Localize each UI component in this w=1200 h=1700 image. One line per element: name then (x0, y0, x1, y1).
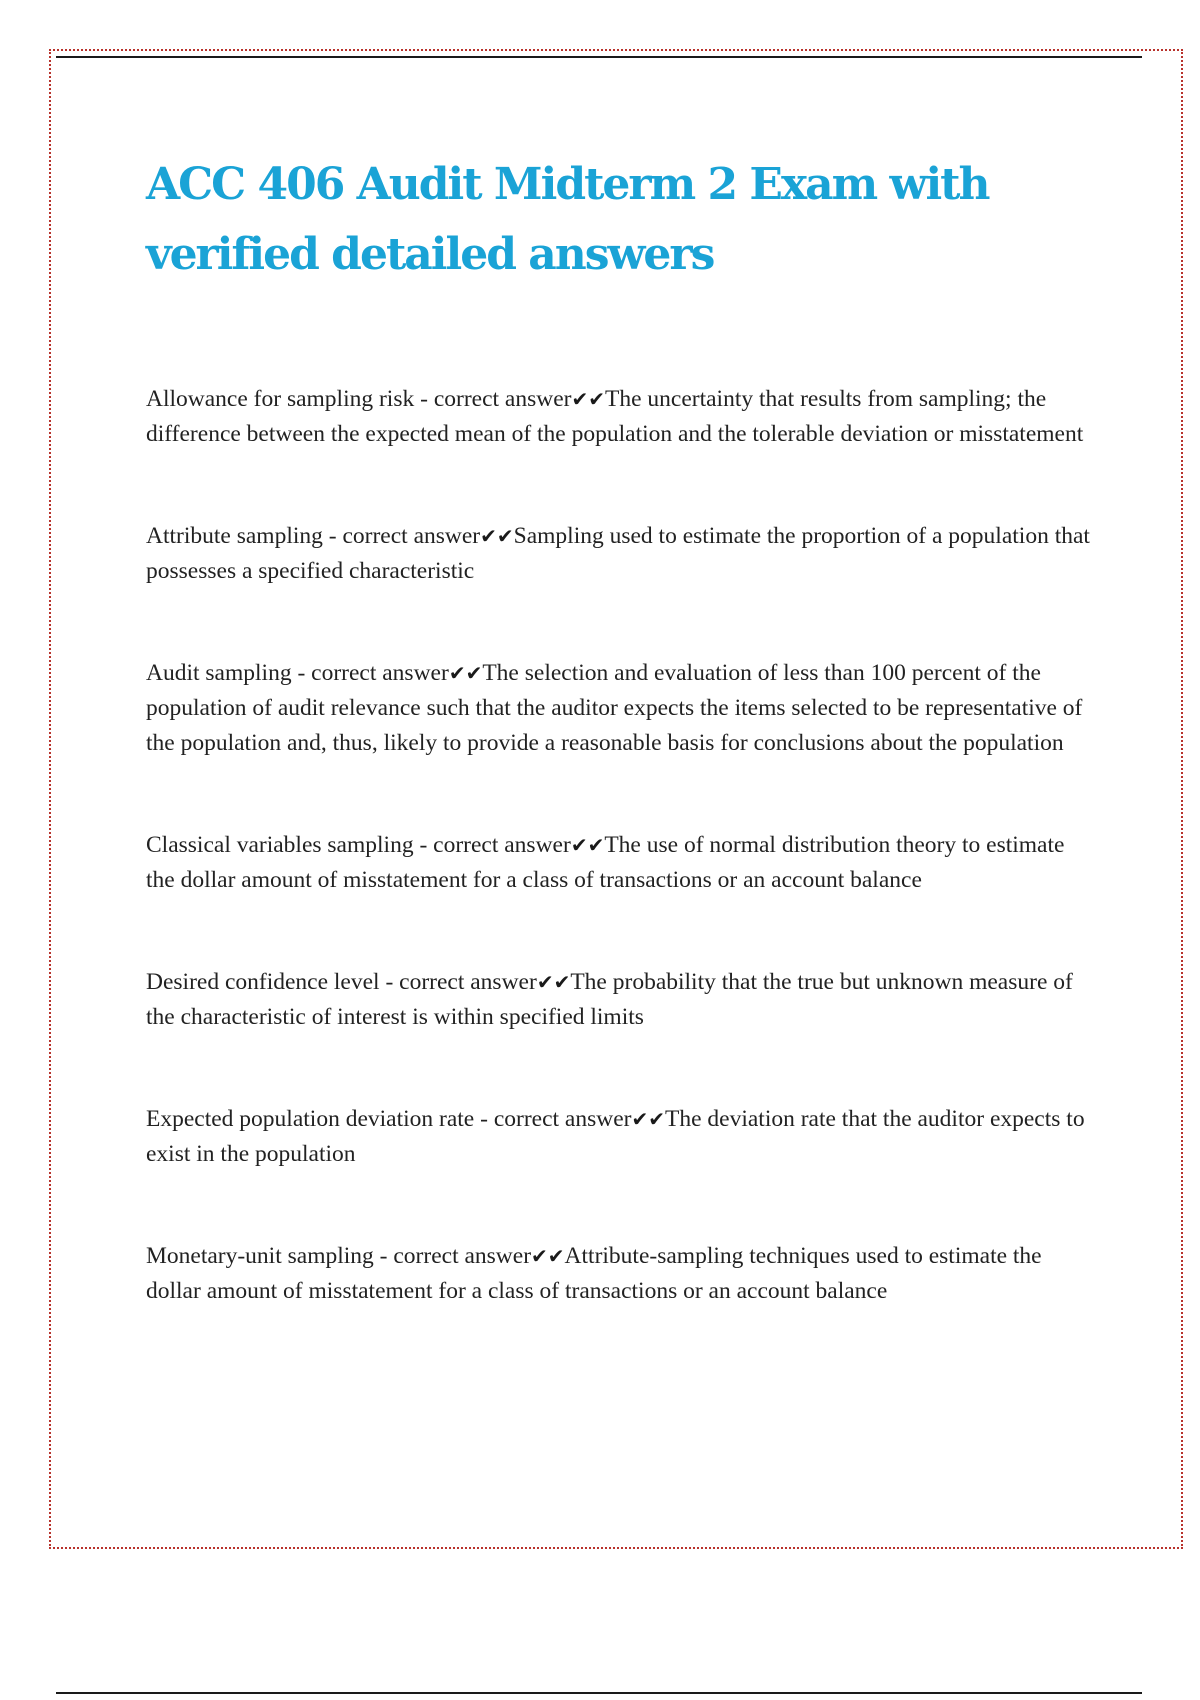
entry-definition: The deviation rate that the auditor expects to exist in the population (146, 1106, 1085, 1167)
entry-answer-label: correct answer (399, 969, 537, 995)
check-mark-icon: ✔✔ (570, 833, 605, 857)
glossary-entry (146, 828, 1091, 898)
entry-separator: - (379, 969, 400, 995)
entry-term: Attribute sampling (146, 523, 323, 549)
entry-term: Classical variables sampling (146, 832, 414, 858)
entry-separator: - (413, 832, 434, 858)
entry-separator: - (474, 1106, 494, 1132)
entry-separator: - (414, 386, 434, 412)
entry-answer-label: correct answer (311, 660, 449, 686)
entry-separator: - (373, 1243, 394, 1269)
entry-definition: Attribute-sampling techniques used to estimate the dollar amount of misstatement for a class of transactions or an account balance (146, 1243, 1042, 1304)
entry-definition: The probability that the true but unknown measure of the characteristic of interest is within specified limits (146, 969, 1073, 1030)
glossary-entry (146, 656, 1091, 761)
document-body (146, 150, 1091, 1376)
check-mark-icon: ✔✔ (480, 524, 514, 548)
check-mark-icon: ✔✔ (536, 970, 571, 994)
check-mark-icon: ✔✔ (631, 1107, 665, 1131)
entry-separator: - (322, 523, 343, 549)
entry-definition: The uncertainty that results from sampling; the difference between the expected mean of the population and the tolerable deviation or misstatement (146, 386, 1084, 447)
entry-answer-label: correct answer (342, 523, 481, 549)
top-rule-divider (56, 56, 1142, 58)
glossary-entry (146, 1102, 1091, 1172)
entry-term: Desired confidence level (146, 969, 380, 995)
entry-answer-label: correct answer (433, 386, 572, 412)
entry-term: Monetary-unit sampling (146, 1243, 374, 1269)
entry-definition: The selection and evaluation of less than 100 percent of the population of audit relevance such that the auditor expects the items selected to be representative of the population and, thus, likely to provide a reasonable basis for conclusions about the population (146, 660, 1083, 756)
check-mark-icon: ✔✔ (571, 387, 605, 411)
entry-term: Audit sampling (146, 660, 292, 686)
entry-answer-label: correct answer (493, 1106, 632, 1132)
glossary-entry (146, 382, 1091, 452)
glossary-entry (146, 519, 1091, 589)
glossary-entry (146, 1239, 1091, 1309)
entry-term: Allowance for sampling risk (146, 386, 415, 412)
glossary-entry (146, 965, 1091, 1035)
entry-term: Expected population deviation rate (146, 1106, 475, 1132)
glossary-list (146, 382, 1091, 1309)
entry-definition: The use of normal distribution theory to estimate the dollar amount of misstatement for a class of transactions or an account balance (146, 832, 1065, 893)
entry-separator: - (291, 660, 312, 686)
entry-answer-label: correct answer (393, 1243, 532, 1269)
entry-definition: Sampling used to estimate the proportion of a population that possesses a specified characteristic (146, 523, 1090, 584)
bottom-rule-divider (56, 1692, 1142, 1694)
entry-answer-label: correct answer (433, 832, 571, 858)
check-mark-icon: ✔✔ (531, 1244, 565, 1268)
page-title: ACC 406 Audit Midterm 2 Exam with verified detailed answers (146, 159, 989, 280)
check-mark-icon: ✔✔ (448, 661, 483, 685)
